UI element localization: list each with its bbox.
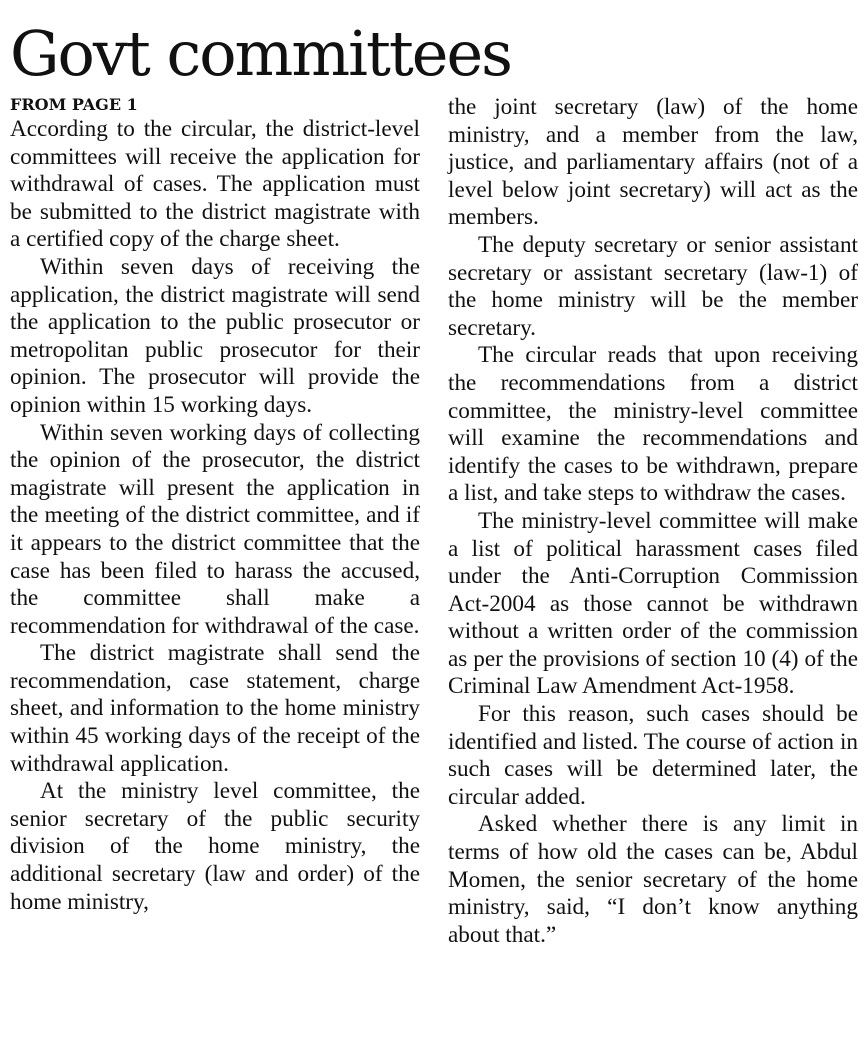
continuation-kicker: FROM PAGE 1 — [10, 95, 138, 114]
article-paragraph: The district magistrate shall send the recommendation, case statement, charge sheet, and information to the home ministry within 45 working days of the receipt of the withdrawal application. — [10, 640, 420, 777]
article-paragraph: The ministry-level committee will make a list of political harassment cases filed under the Anti-Corruption Commission Act-2004 as those cannot be withdrawn without a written order of the commission as per the provisions of section 10 (4) of the Criminal Law Amendment Act-1958. — [448, 507, 858, 700]
article-paragraph: At the ministry level committee, the senior secretary of the public security division of the home ministry, the additional secretary (law and order) of the home ministry, — [10, 778, 420, 915]
article-column-left — [10, 94, 420, 916]
article-paragraph: Within seven working days of collecting the opinion of the prosecutor, the district magistrate will present the application in the meeting of the district committee, and if it appears to the district committee that the case has been filed to harass the accused, the committee shall make a recommendation for withdrawal of the case. — [10, 419, 420, 639]
article-paragraph: Within seven days of receiving the application, the district magistrate will send the application to the public prosecutor or metropolitan public prosecutor for their opinion. The prosecutor will provide the opinion within 15 working days. — [10, 253, 420, 418]
article-paragraph: Asked whether there is any limit in terms of how old the cases can be, Abdul Momen, the senior secretary of the home ministry, said, “I don’t know anything about that.” — [448, 811, 858, 948]
article-paragraph: The circular reads that upon receiving the recommendations from a district committee, the ministry-level committee will examine the recommendations and identify the cases to be withdrawn, prepare a list, and take steps to withdraw the cases. — [448, 342, 858, 507]
article-paragraph: The deputy secretary or senior assistant secretary or assistant secretary (law-1) of the home ministry will be the member secretary. — [448, 231, 858, 341]
article-paragraph: For this reason, such cases should be identified and listed. The course of action in such cases will be determined later, the circular added. — [448, 701, 858, 810]
article-headline: Govt committees — [10, 17, 511, 90]
article-column-right — [448, 94, 858, 949]
article-paragraph: the joint secretary (law) of the home ministry, and a member from the law, justice, and parliamentary affairs (not of a level below joint secretary) will act as the members. — [448, 94, 858, 231]
article-paragraph: According to the circular, the district-level committees will receive the application for withdrawal of cases. The application must be submitted to the district magistrate with a certified copy of the charge sheet. — [10, 116, 420, 253]
